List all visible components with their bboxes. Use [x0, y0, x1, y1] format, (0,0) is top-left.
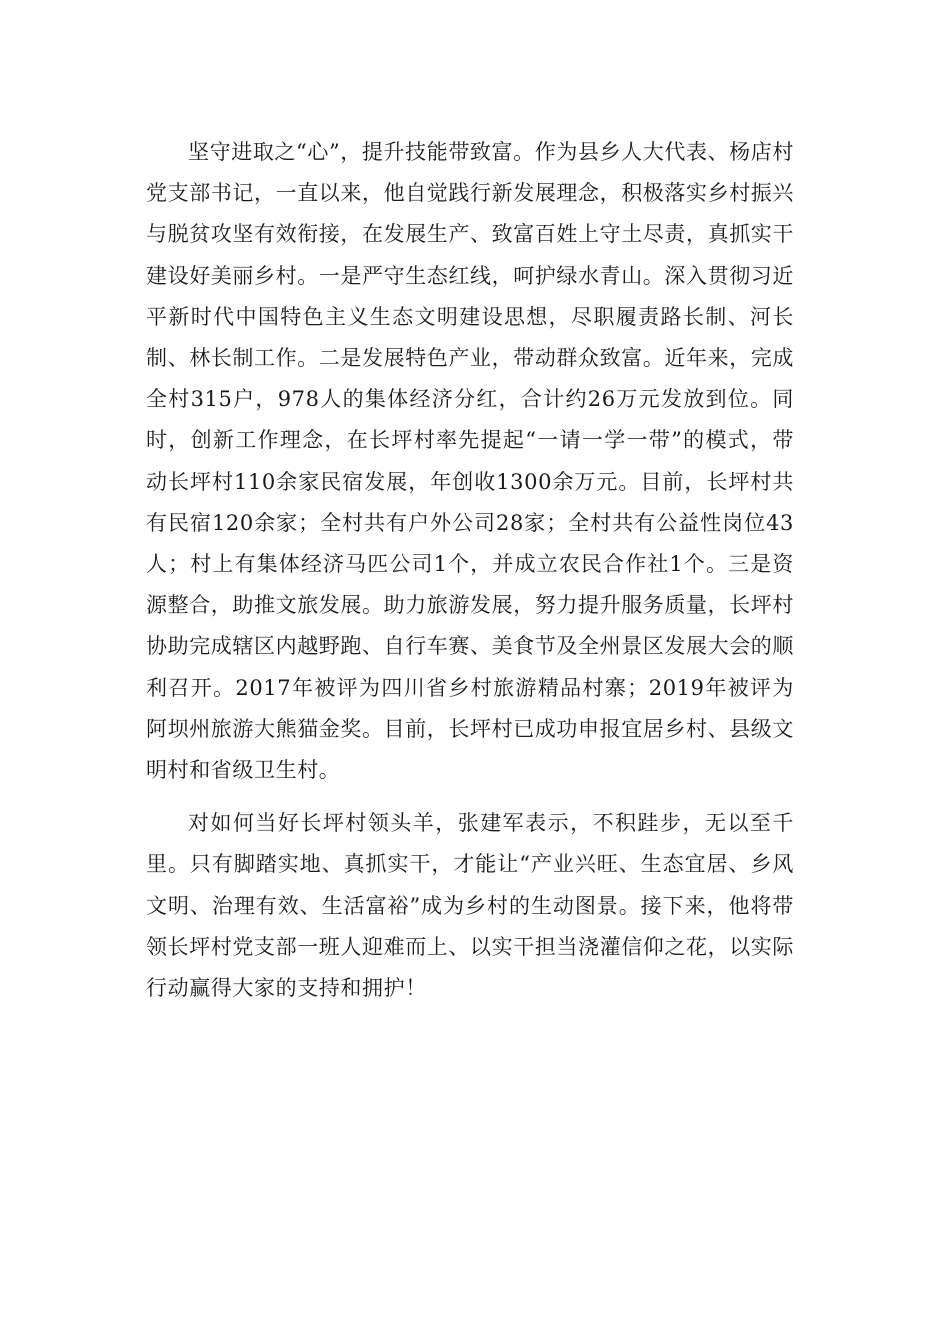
- article-body: [146, 132, 794, 1009]
- paragraph-1: 坚守进取之“心”，提升技能带致富。作为县乡人大代表、杨店村党支部书记，一直以来，他自觉践行新发展理念，积极落实乡村振兴与脱贫攻坚有效衔接，在发展生产、致富百姓上守土尽责，真抓实干建设好美丽乡村。一是严守生态红线，呵护绿水青山。深入贯彻习近平新时代中国特色主义生态文明建设思想，尽职履责路长制、河长制、林长制工作。二是发展特色产业，带动群众致富。近年来，完成全村315户，978人的集体经济分红，合计约26万元发放到位。同时，创新工作理念，在长坪村率先提起“一请一学一带”的模式，带动长坪村110余家民宿发展，年创收1300余万元。目前，长坪村共有民宿120余家；全村共有户外公司28家；全村共有公益性岗位43人；村上有集体经济马匹公司1个，并成立农民合作社1个。三是资源整合，助推文旅发展。助力旅游发展，努力提升服务质量，长坪村协助完成辖区内越野跑、自行车赛、美食节及全州景区发展大会的顺利召开。2017年被评为四川省乡村旅游精品村寨；2019年被评为阿坝州旅游大熊猫金奖。目前，长坪村已成功申报宜居乡村、县级文明村和省级卫生村。: [146, 140, 794, 783]
- paragraph-2: 对如何当好长坪村领头羊，张建军表示，不积跬步，无以至千里。只有脚踏实地、真抓实干，才能让“产业兴旺、生态宜居、乡风文明、治理有效、生活富裕”成为乡村的生动图景。接下来，他将带领长坪村党支部一班人迎难而上、以实干担当浇灌信仰之花，以实际行动赢得大家的支持和拥护！: [146, 811, 794, 1001]
